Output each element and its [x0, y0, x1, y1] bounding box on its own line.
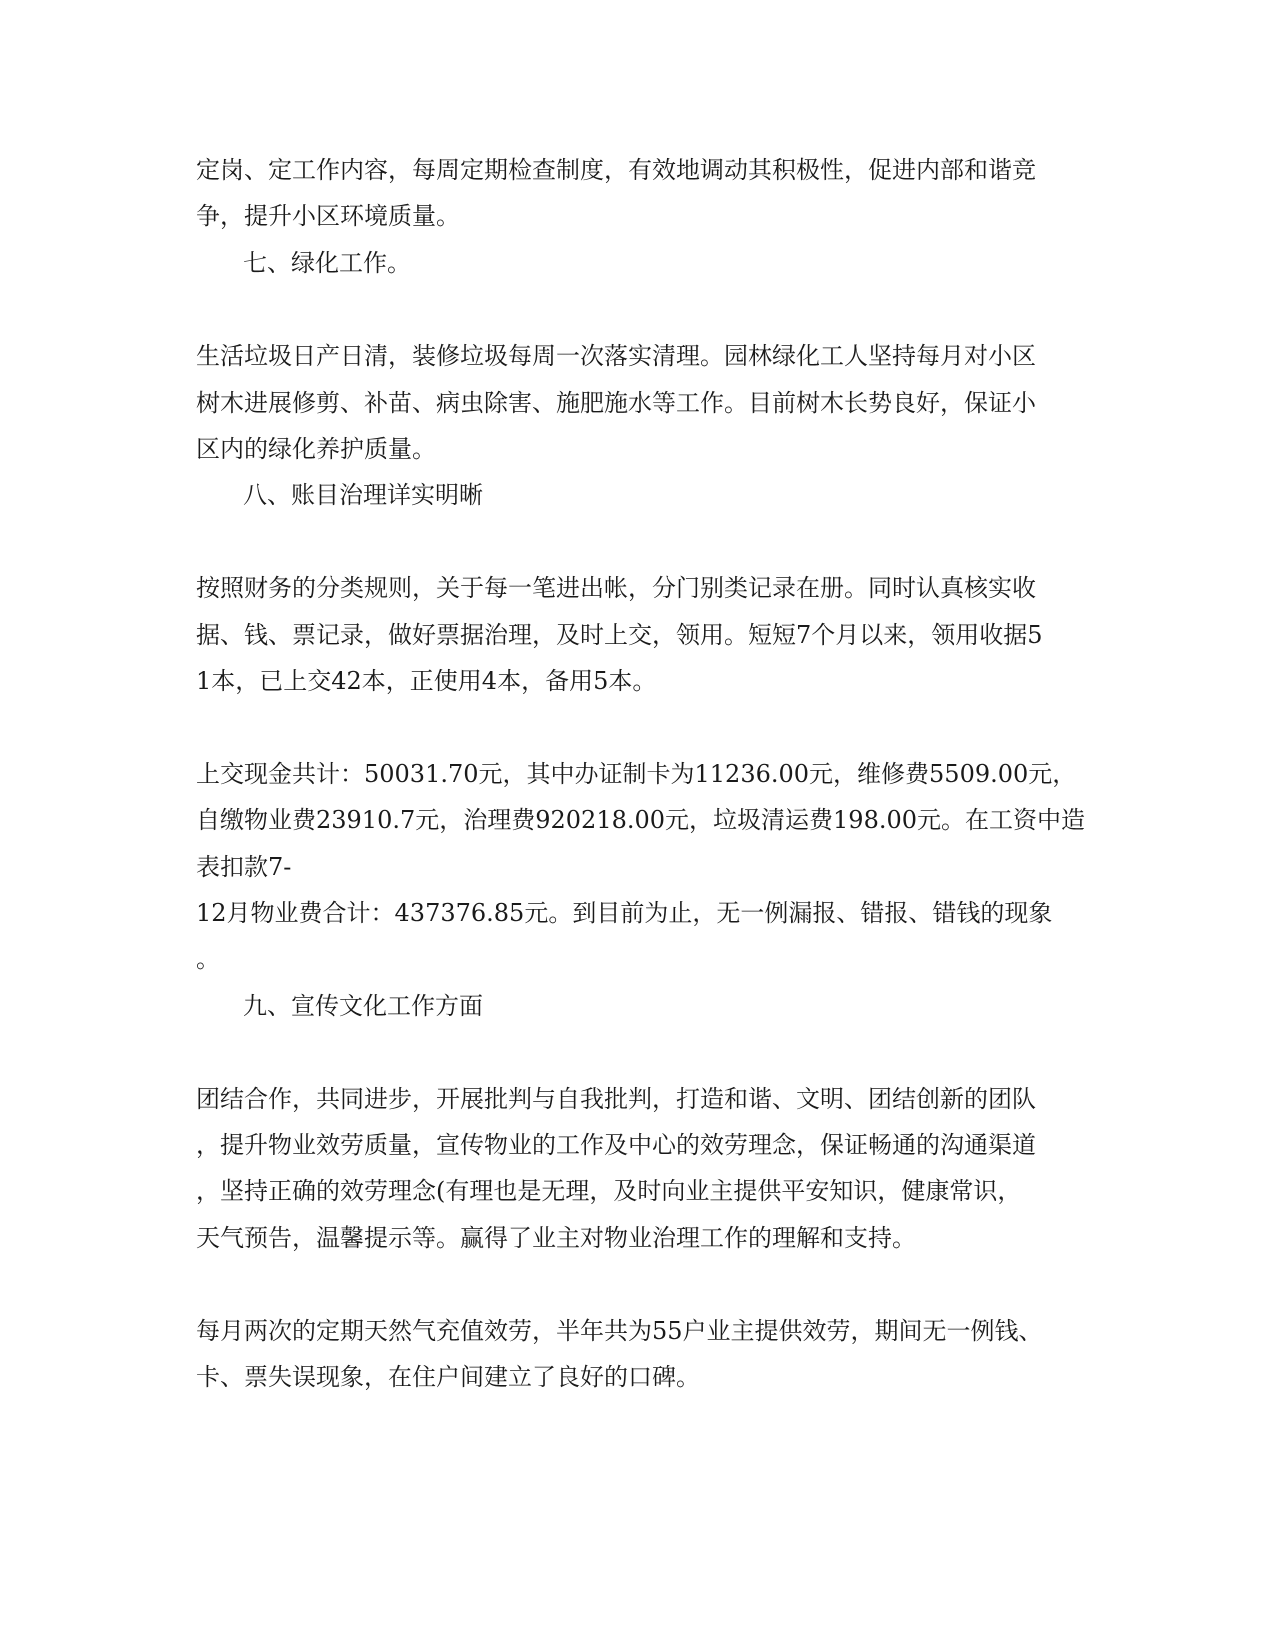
- paragraph-line: 按照财务的分类规则，关于每一笔进出帐，分门别类记录在册。同时认真核实收: [196, 574, 1036, 602]
- paragraph-line: 定岗、定工作内容，每周定期检查制度，有效地调动其积极性，促进内部和谐竞: [196, 156, 1036, 184]
- paragraph-line: 12月物业费合计：437376.85元。到目前为止，无一例漏报、错报、错钱的现象: [196, 899, 1053, 927]
- paragraph-line: ，坚持正确的效劳理念(有理也是无理，及时向业主提供平安知识，健康常识，: [196, 1177, 1022, 1205]
- paragraph-line: 自缴物业费23910.7元，治理费920218.00元，垃圾清运费198.00元。在工资中造: [196, 806, 1086, 834]
- paragraph-line: 每月两次的定期天然气充值效劳，半年共为55户业主提供效劳，期间无一例钱、: [196, 1317, 1043, 1345]
- paragraph-line: 树木进展修剪、补苗、病虫除害、施肥施水等工作。目前树木长势良好，保证小: [196, 389, 1036, 417]
- paragraph-line: 。: [196, 945, 220, 973]
- paragraph-line: 区内的绿化养护质量。: [196, 435, 436, 463]
- paragraph-line: 天气预告，温馨提示等。赢得了业主对物业治理工作的理解和支持。: [196, 1224, 916, 1252]
- paragraph-line: 争，提升小区环境质量。: [196, 202, 460, 230]
- paragraph-line: 生活垃圾日产日清，装修垃圾每周一次落实清理。园林绿化工人坚持每月对小区: [196, 342, 1036, 370]
- paragraph-line: 上交现金共计：50031.70元，其中办证制卡为11236.00元，维修费5509.00元，: [196, 760, 1077, 788]
- paragraph-line: 表扣款7-: [196, 853, 292, 881]
- paragraph-line: 团结合作，共同进步，开展批判与自我批判，打造和谐、文明、团结创新的团队: [196, 1085, 1036, 1113]
- section-heading: 八、账目治理详实明晰: [243, 481, 483, 509]
- section-heading: 七、绿化工作。: [243, 249, 411, 277]
- paragraph-line: 据、钱、票记录，做好票据治理，及时上交，领用。短短7个月以来，领用收据5: [196, 621, 1043, 649]
- paragraph-line: 1本，已上交42本，正使用4本，备用5本。: [196, 667, 657, 695]
- section-heading: 九、宣传文化工作方面: [243, 992, 483, 1020]
- paragraph-line: 卡、票失误现象，在住户间建立了良好的口碑。: [196, 1363, 700, 1391]
- paragraph-line: ，提升物业效劳质量，宣传物业的工作及中心的效劳理念，保证畅通的沟通渠道: [196, 1131, 1036, 1159]
